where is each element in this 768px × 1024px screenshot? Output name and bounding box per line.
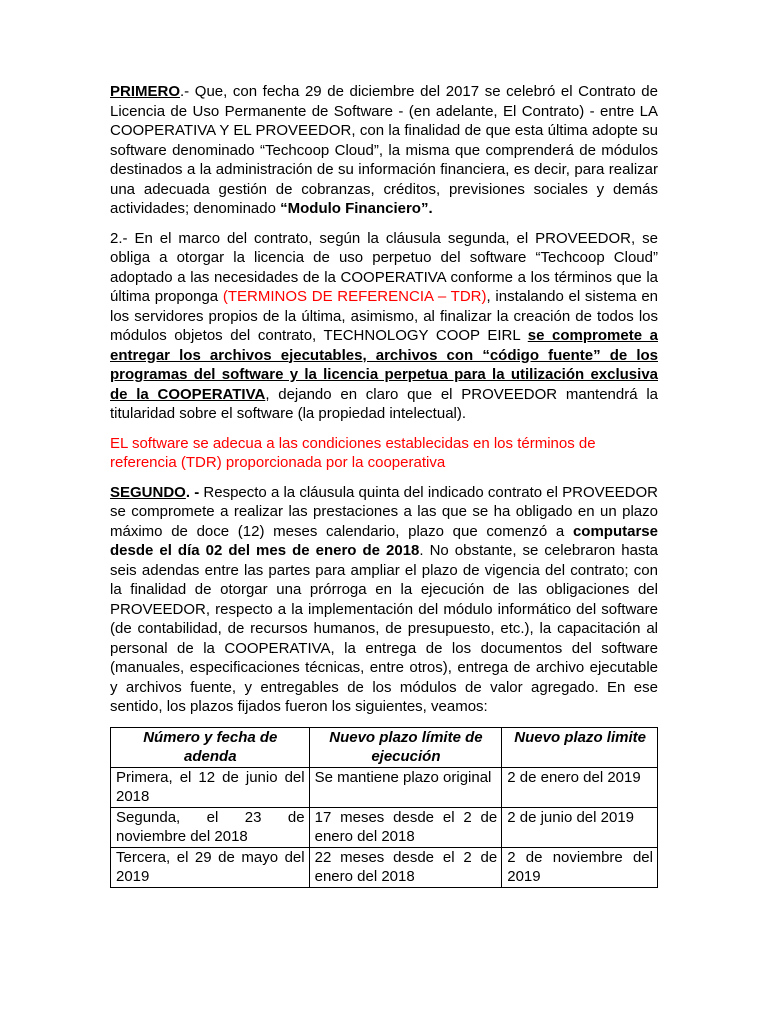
- paragraph-segundo-text-b: . No obstante, se celebraron hasta seis adendas entre las partes para ampliar el plazo de vigencia del contrato; con la finalidad de otorgar una prórroga en la ejecución de las obligaciones del PROVEEDOR, respecto a la implementación del módulo informático del software (de contabilidad, de recursos humanos, de presupuesto, etc.), la capacitación al personal de la COOPERATIVA, la entrega de los documentos del software (manuales, especificaciones técnicas, entre otros), entrega de archivo ejecutable y archivos fuente, y entregables de los módulos de valor agregado. En ese sentido, los plazos fijados fueron los siguientes, veamos:: [110, 542, 658, 715]
- tdr-note-paragraph: EL software se adecua a las condiciones establecidas en los términos de referencia (TDR) proporcionada por la cooperativa: [110, 434, 596, 471]
- modulo-financiero-text: “Modulo Financiero”.: [280, 200, 433, 217]
- table-header-cell: Nuevo plazo limite: [502, 727, 658, 767]
- table-header-cell: Nuevo plazo límite de ejecución: [309, 727, 502, 767]
- paragraph-clausula-segunda: [110, 229, 658, 424]
- table-cell: 2 de junio del 2019: [502, 807, 658, 847]
- table-cell: 22 meses desde el 2 de enero del 2018: [309, 847, 502, 887]
- table-cell: 2 de noviembre del 2019: [502, 847, 658, 887]
- table-header-row: [111, 727, 658, 767]
- table-cell: Segunda, el 23 de noviembre del 2018: [111, 807, 310, 847]
- table-cell: 17 meses desde el 2 de enero del 2018: [309, 807, 502, 847]
- heading-primero: PRIMERO: [110, 83, 181, 100]
- table-row: [111, 807, 658, 847]
- compromiso-entrega-text: se compromete a entregar los archivos ejecutables, archivos con “código fuente” de los programas del software y la licencia perpetua para la utilización exclusiva de la COOPERATIVA: [110, 327, 658, 403]
- clausula-segunda-text-a: 2.- En el marco del contrato, según la cláusula segunda, el PROVEEDOR, se obliga a otorgar la licencia de uso perpetuo del software “Techcoop Cloud” adoptado a las necesidades de la COOPERATIVA conforme a los términos que la última proponga: [110, 229, 658, 305]
- paragraph-segundo-text-a: Respecto a la cláusula quinta del indicado contrato el PROVEEDOR se compromete a realizar las prestaciones a las que se ha obligado en un plazo máximo de doce (12) meses calendario, plazo que comenzó a: [110, 483, 658, 540]
- paragraph-segundo: [110, 483, 658, 717]
- paragraph-primero-text: .- Que, con fecha 29 de diciembre del 2017 se celebró el Contrato de Licencia de Uso Permanente de Software - (en adelante, El Contrato) - entre LA COOPERATIVA Y EL PROVEEDOR, con la finalidad de que esta última adopte su software denominado “Techcoop Cloud”, la misma que comprenderá de módulos destinados a la administración de su información financiera, es decir, para realizar una adecuada gestión de cobranzas, créditos, previsiones sociales y demás actividades; denominado: [110, 83, 658, 217]
- clausula-segunda-text-b: , instalando el sistema en los servidores propios de la última, asimismo, al finalizar la creación de todos los módulos objetos del contrato, TECHNOLOGY COOP EIRL: [110, 288, 659, 344]
- heading-segundo-sep: . -: [185, 483, 200, 501]
- paragraph-primero: [110, 82, 658, 219]
- clausula-segunda-text-c: , dejando en claro que el PROVEEDOR mantendrá la titularidad sobre el software (la propiedad intelectual).: [110, 385, 659, 422]
- table-cell: Primera, el 12 de junio del 2018: [111, 767, 310, 807]
- computo-fecha-text: computarse desde el día 02 del mes de enero de 2018: [110, 522, 658, 559]
- table-row: [111, 847, 658, 887]
- document-body: [110, 82, 658, 888]
- table-cell: Tercera, el 29 de mayo del 2019: [111, 847, 310, 887]
- table-cell: Se mantiene plazo original: [309, 767, 502, 807]
- table-cell: 2 de enero del 2019: [502, 767, 658, 807]
- adendas-table: [110, 727, 658, 888]
- heading-segundo: SEGUNDO: [110, 483, 186, 501]
- table-header-cell: Número y fecha de adenda: [111, 727, 310, 767]
- tdr-reference-text: (TERMINOS DE REFERENCIA – TDR): [222, 288, 487, 305]
- table-row: [111, 767, 658, 807]
